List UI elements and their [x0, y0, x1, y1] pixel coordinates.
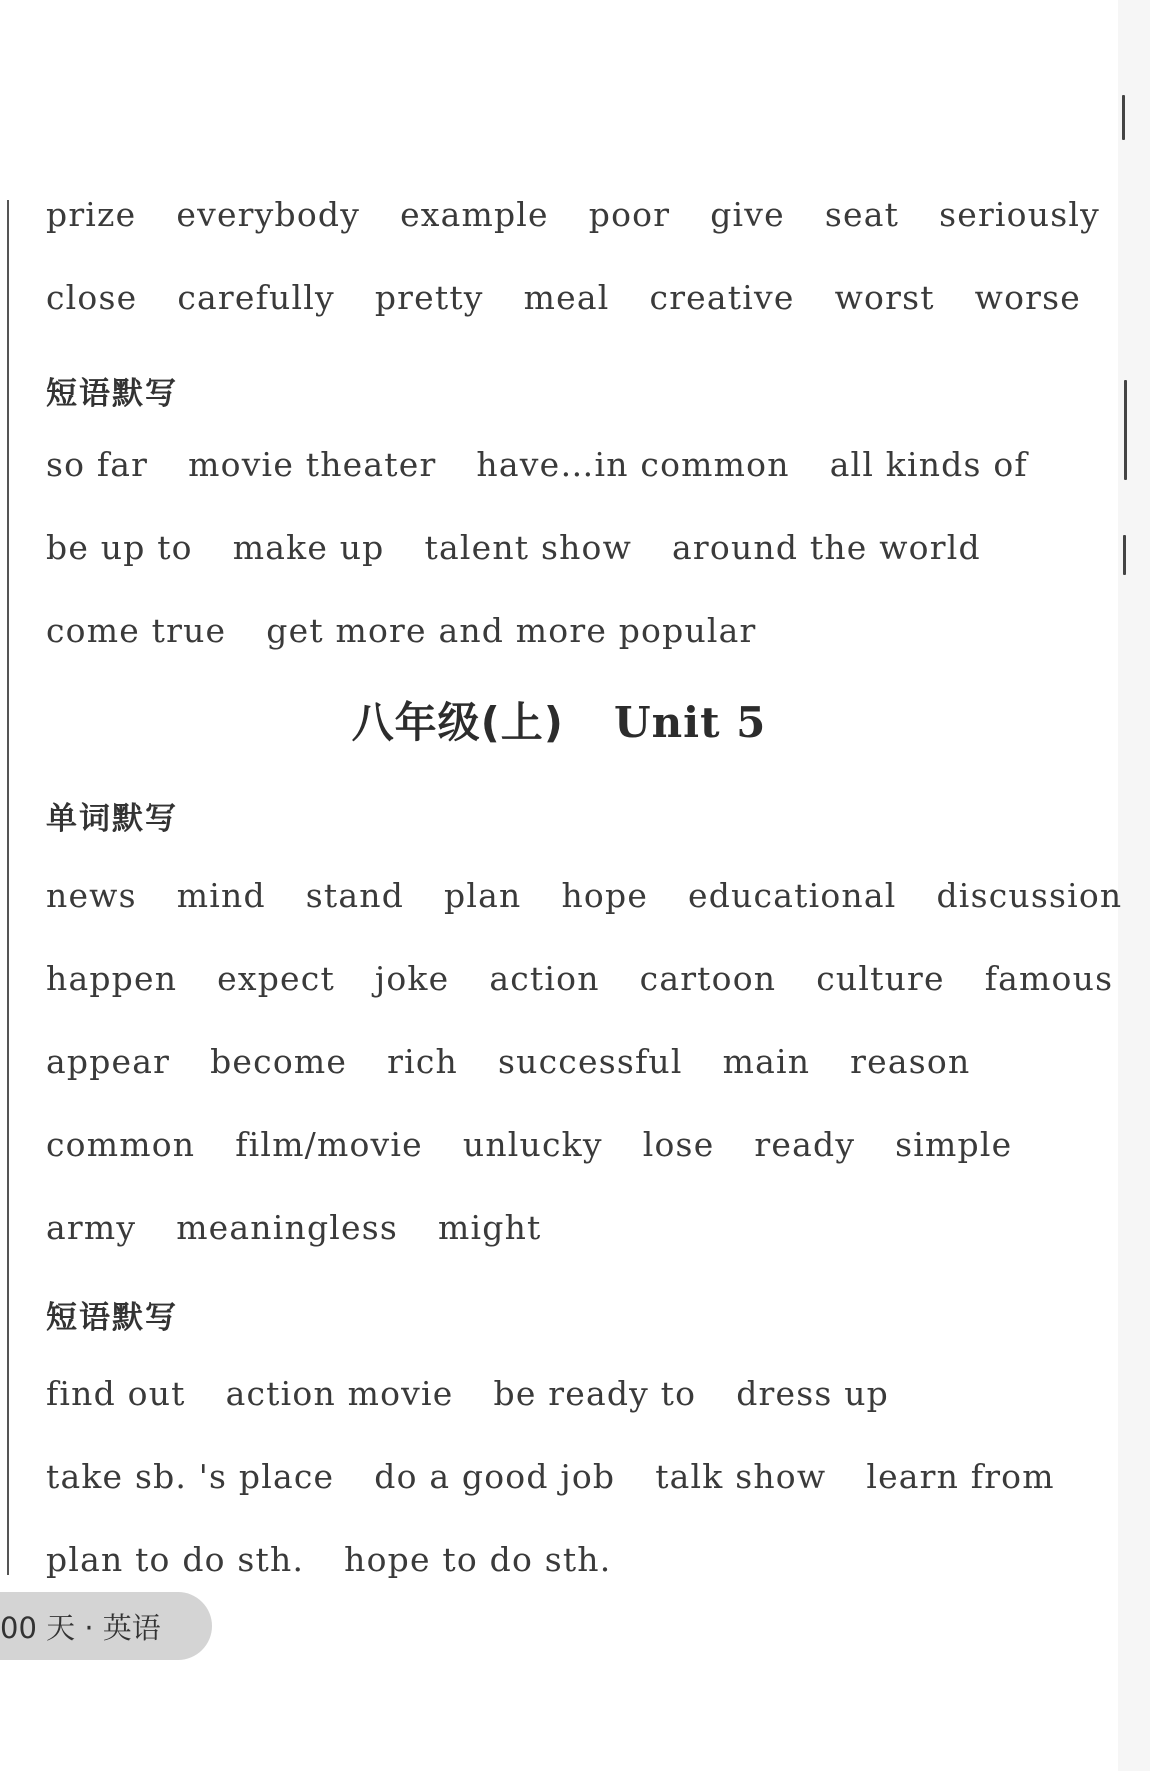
- vocab-item: film/movie: [235, 1125, 423, 1164]
- word-row: [46, 959, 1114, 1009]
- vocab-item: be up to: [46, 528, 193, 567]
- vocab-item: common: [46, 1125, 196, 1164]
- vocab-item: meal: [523, 278, 610, 317]
- vocab-item: expect: [217, 959, 335, 998]
- vocab-item: seriously: [939, 195, 1100, 234]
- vocab-item: action: [489, 959, 600, 998]
- vocab-item: simple: [895, 1125, 1013, 1164]
- vocab-item: reason: [850, 1042, 971, 1081]
- phrase-row: [46, 611, 1098, 661]
- left-margin-rule: [7, 200, 9, 1575]
- phrase-row: [46, 445, 1098, 495]
- vocab-item: lose: [642, 1125, 715, 1164]
- word-row: [46, 1042, 1098, 1092]
- grade-title: 八年级(上): [351, 698, 565, 747]
- word-row: [46, 195, 1098, 245]
- phrase-dictation-label: 短语默写: [46, 376, 178, 412]
- edge-mark: [1124, 380, 1127, 480]
- vocab-item: culture: [816, 959, 945, 998]
- vocab-item: hope to do sth.: [344, 1540, 612, 1579]
- vocab-item: poor: [588, 195, 671, 234]
- vocab-item: movie theater: [188, 445, 437, 484]
- vocab-item: successful: [498, 1042, 683, 1081]
- vocab-item: talk show: [655, 1457, 827, 1496]
- vocab-item: prize: [46, 195, 137, 234]
- vocab-item: come true: [46, 611, 227, 650]
- vocab-item: appear: [46, 1042, 171, 1081]
- vocab-item: main: [722, 1042, 811, 1081]
- phrase-row: [46, 528, 1098, 578]
- vocab-item: find out: [46, 1374, 186, 1413]
- vocab-item: dress up: [736, 1374, 889, 1413]
- page-binding-edge: [1118, 0, 1150, 1771]
- vocab-item: news: [46, 876, 137, 915]
- vocab-item: joke: [374, 959, 450, 998]
- vocab-item: become: [210, 1042, 348, 1081]
- vocab-item: take sb. 's place: [46, 1457, 335, 1496]
- vocab-item: worst: [834, 278, 935, 317]
- vocab-item: give: [710, 195, 785, 234]
- vocab-item: discussion: [936, 876, 1123, 915]
- vocab-item: all kinds of: [829, 445, 1028, 484]
- unit-title: Unit 5: [614, 698, 767, 747]
- vocab-item: rich: [387, 1042, 459, 1081]
- vocab-item: do a good job: [374, 1457, 616, 1496]
- vocab-item: famous: [984, 959, 1114, 998]
- vocab-item: example: [400, 195, 549, 234]
- vocab-item: creative: [649, 278, 795, 317]
- vocab-item: so far: [46, 445, 149, 484]
- vocab-item: cartoon: [639, 959, 777, 998]
- footer-text: 00 天 · 英语: [0, 1610, 161, 1645]
- vocab-item: stand: [305, 876, 405, 915]
- word-row: [46, 1125, 1098, 1175]
- vocab-item: pretty: [374, 278, 484, 317]
- vocab-item: educational: [688, 876, 897, 915]
- phrase-row: [46, 1374, 1098, 1424]
- vocab-item: mind: [176, 876, 266, 915]
- edge-mark: [1123, 535, 1126, 575]
- vocab-item: everybody: [176, 195, 361, 234]
- vocab-item: learn from: [866, 1457, 1055, 1496]
- vocab-item: hope: [561, 876, 649, 915]
- edge-mark: [1122, 95, 1125, 140]
- word-dictation-label: 单词默写: [46, 801, 178, 837]
- vocab-item: plan to do sth.: [46, 1540, 305, 1579]
- vocab-item: unlucky: [462, 1125, 603, 1164]
- vocab-item: happen: [46, 959, 178, 998]
- vocab-item: carefully: [177, 278, 335, 317]
- vocab-item: close: [46, 278, 138, 317]
- phrase-row: [46, 1540, 1098, 1590]
- vocab-item: might: [438, 1208, 542, 1247]
- word-row: [46, 278, 1098, 328]
- vocab-item: seat: [824, 195, 900, 234]
- vocab-item: plan: [444, 876, 522, 915]
- phrase-dictation-label: 短语默写: [46, 1300, 178, 1336]
- vocab-item: around the world: [672, 528, 981, 567]
- phrase-row: [46, 1457, 1098, 1507]
- vocab-item: be ready to: [493, 1374, 697, 1413]
- footer-tab: [0, 1592, 212, 1660]
- vocab-item: talent show: [424, 528, 633, 567]
- word-row: [46, 1208, 1098, 1258]
- vocab-item: have…in common: [476, 445, 790, 484]
- vocab-item: army: [46, 1208, 137, 1247]
- vocab-item: worse: [974, 278, 1082, 317]
- vocab-item: ready: [754, 1125, 856, 1164]
- vocab-item: make up: [232, 528, 385, 567]
- unit-heading: [0, 690, 1118, 750]
- word-row: [46, 876, 1123, 926]
- vocab-item: action movie: [225, 1374, 454, 1413]
- vocab-item: get more and more popular: [266, 611, 757, 650]
- vocab-item: meaningless: [176, 1208, 399, 1247]
